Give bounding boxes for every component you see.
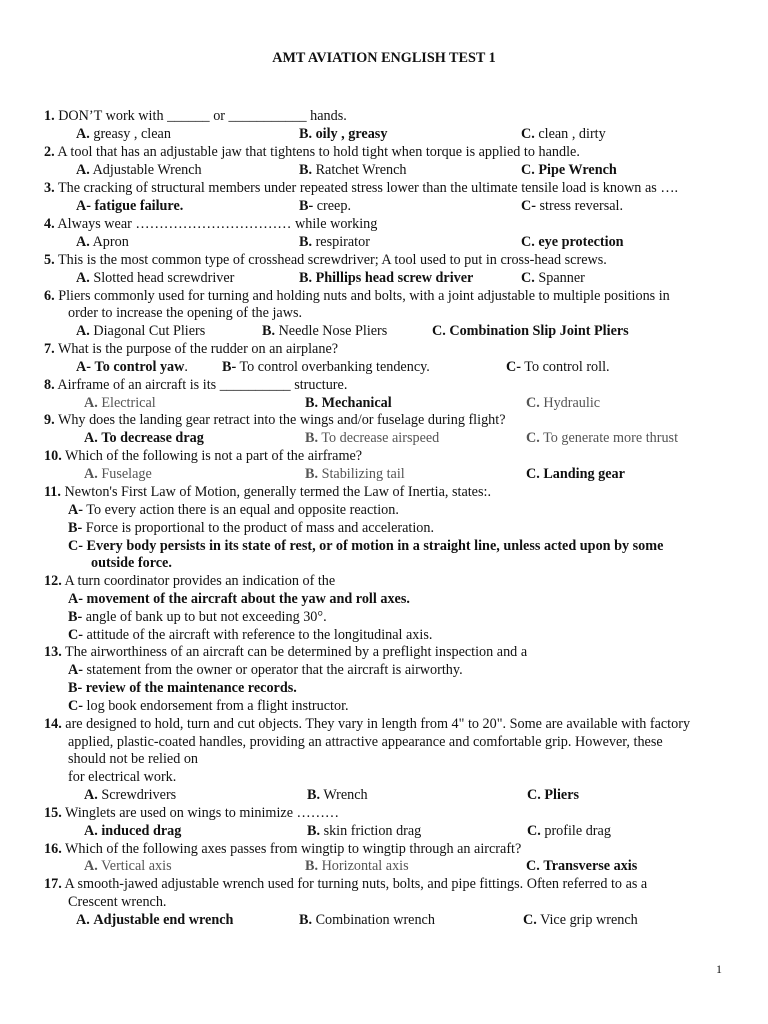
question-13: 13. The airworthiness of an aircraft can be determined by a preflight inspection and a	[44, 644, 528, 660]
question-15: 15. Winglets are used on wings to minimize ………	[44, 805, 340, 821]
q13-option-b: B- review of the maintenance records.	[68, 680, 297, 696]
q14-option-a: A. Screwdrivers	[84, 787, 177, 803]
question-17-cont: Crescent wrench.	[68, 894, 167, 910]
question-6: 6. Pliers commonly used for turning and holding nuts and bolts, with a joint adjustable to multiple positions in	[44, 288, 670, 304]
q15-option-c: C. profile drag	[527, 823, 611, 839]
q13-option-a: A- statement from the owner or operator that the aircraft is airworthy.	[68, 662, 463, 678]
question-5: 5. This is the most common type of crosshead screwdriver; A tool used to put in cross-head screws.	[44, 252, 607, 268]
question-16: 16. Which of the following axes passes from wingtip to wingtip through an aircraft?	[44, 841, 522, 857]
q5-option-a: A. Slotted head screwdriver	[76, 270, 235, 286]
q16-option-a: A. Vertical axis	[84, 858, 172, 874]
q5-option-c: C. Spanner	[521, 270, 585, 286]
q1-option-b: B. oily , greasy	[299, 126, 388, 142]
question-3: 3. The cracking of structural members under repeated stress lower than the ultimate tensile load is known as ….	[44, 180, 679, 196]
q7-option-a: A- To control yaw.	[76, 359, 188, 375]
q3-option-a: A- fatigue failure.	[76, 198, 184, 214]
q1-option-a: A. greasy , clean	[76, 126, 171, 142]
q14-option-b: B. Wrench	[307, 787, 368, 803]
page-number: 1	[716, 962, 722, 976]
q11-option-a: A- To every action there is an equal and opposite reaction.	[68, 502, 399, 518]
q8-option-a: A. Electrical	[84, 395, 156, 411]
q15-option-a: A. induced drag	[84, 823, 182, 839]
q10-option-b: B. Stabilizing tail	[305, 466, 405, 482]
question-14-cont-1: applied, plastic-coated handles, providing an attractive appearance and comfortable grip. However, these	[68, 734, 663, 750]
question-14-cont-2: should not be relied on	[68, 751, 199, 767]
page-title: AMT AVIATION ENGLISH TEST 1	[272, 50, 496, 66]
q15-option-b: B. skin friction drag	[307, 823, 422, 839]
q12-option-c: C- attitude of the aircraft with reference to the longitudinal axis.	[68, 627, 433, 643]
q16-option-b: B. Horizontal axis	[305, 858, 409, 874]
q17-option-c: C. Vice grip wrench	[523, 912, 638, 928]
q9-option-c: C. To generate more thrust	[526, 430, 679, 446]
question-6-cont: order to increase the opening of the jaws.	[68, 305, 303, 321]
q2-option-b: B. Ratchet Wrench	[299, 162, 407, 178]
q13-option-c: C- log book endorsement from a flight instructor.	[68, 698, 349, 714]
question-17: 17. A smooth-jawed adjustable wrench used for turning nuts, bolts, and pipe fittings. Often referred to as a	[44, 876, 648, 892]
q6-option-c: C. Combination Slip Joint Pliers	[432, 323, 629, 339]
q12-option-a: A- movement of the aircraft about the yaw and roll axes.	[68, 591, 410, 607]
q10-option-a: A. Fuselage	[84, 466, 152, 482]
q9-option-b: B. To decrease airspeed	[305, 430, 440, 446]
question-4: 4. Always wear …………………………… while working	[44, 216, 378, 232]
q1-option-c: C. clean , dirty	[521, 126, 606, 142]
q8-option-c: C. Hydraulic	[526, 395, 601, 411]
q3-option-c: C- stress reversal.	[521, 198, 624, 214]
q17-option-a: A. Adjustable end wrench	[76, 912, 234, 928]
question-9: 9. Why does the landing gear retract into the wings and/or fuselage during flight?	[44, 412, 506, 428]
q8-option-b: B. Mechanical	[305, 395, 392, 411]
question-12: 12. A turn coordinator provides an indication of the	[44, 573, 336, 589]
q10-option-c: C. Landing gear	[526, 466, 625, 482]
q7-option-b: B- To control overbanking tendency.	[222, 359, 430, 375]
q2-option-a: A. Adjustable Wrench	[76, 162, 202, 178]
question-2: 2. A tool that has an adjustable jaw that tightens to hold tight when torque is applied to handle.	[44, 144, 580, 160]
q3-option-b: B- creep.	[299, 198, 351, 214]
q12-option-b: B- angle of bank up to but not exceeding 30°.	[68, 609, 327, 625]
q11-option-c: C- Every body persists in its state of rest, or of motion in a straight line, unless acted upon by some	[68, 538, 664, 554]
question-7: 7. What is the purpose of the rudder on an airplane?	[44, 341, 339, 357]
q7-option-c: C- To control roll.	[506, 359, 610, 375]
question-14: 14. are designed to hold, turn and cut objects. They vary in length from 4" to 20". Some are available with factory	[44, 716, 691, 732]
question-8: 8. Airframe of an aircraft is its __________ structure.	[44, 377, 348, 393]
question-11: 11. Newton's First Law of Motion, generally termed the Law of Inertia, states:.	[44, 484, 491, 500]
question-1: 1. DON’T work with ______ or ___________ hands.	[44, 108, 347, 124]
q17-option-b: B. Combination wrench	[299, 912, 435, 928]
question-10: 10. Which of the following is not a part of the airframe?	[44, 448, 363, 464]
q6-option-b: B. Needle Nose Pliers	[262, 323, 388, 339]
q14-option-c: C. Pliers	[527, 787, 580, 803]
q11-option-c-cont: outside force.	[91, 555, 172, 571]
q4-option-b: B. respirator	[299, 234, 370, 250]
q4-option-c: C. eye protection	[521, 234, 624, 250]
q4-option-a: A. Apron	[76, 234, 129, 250]
q5-option-b: B. Phillips head screw driver	[299, 270, 474, 286]
q6-option-a: A. Diagonal Cut Pliers	[76, 323, 206, 339]
q11-option-b: B- Force is proportional to the product of mass and acceleration.	[68, 520, 435, 536]
q16-option-c: C. Transverse axis	[526, 858, 638, 874]
q2-option-c: C. Pipe Wrench	[521, 162, 617, 178]
question-14-cont-3: for electrical work.	[68, 769, 177, 785]
q9-option-a: A. To decrease drag	[84, 430, 204, 446]
